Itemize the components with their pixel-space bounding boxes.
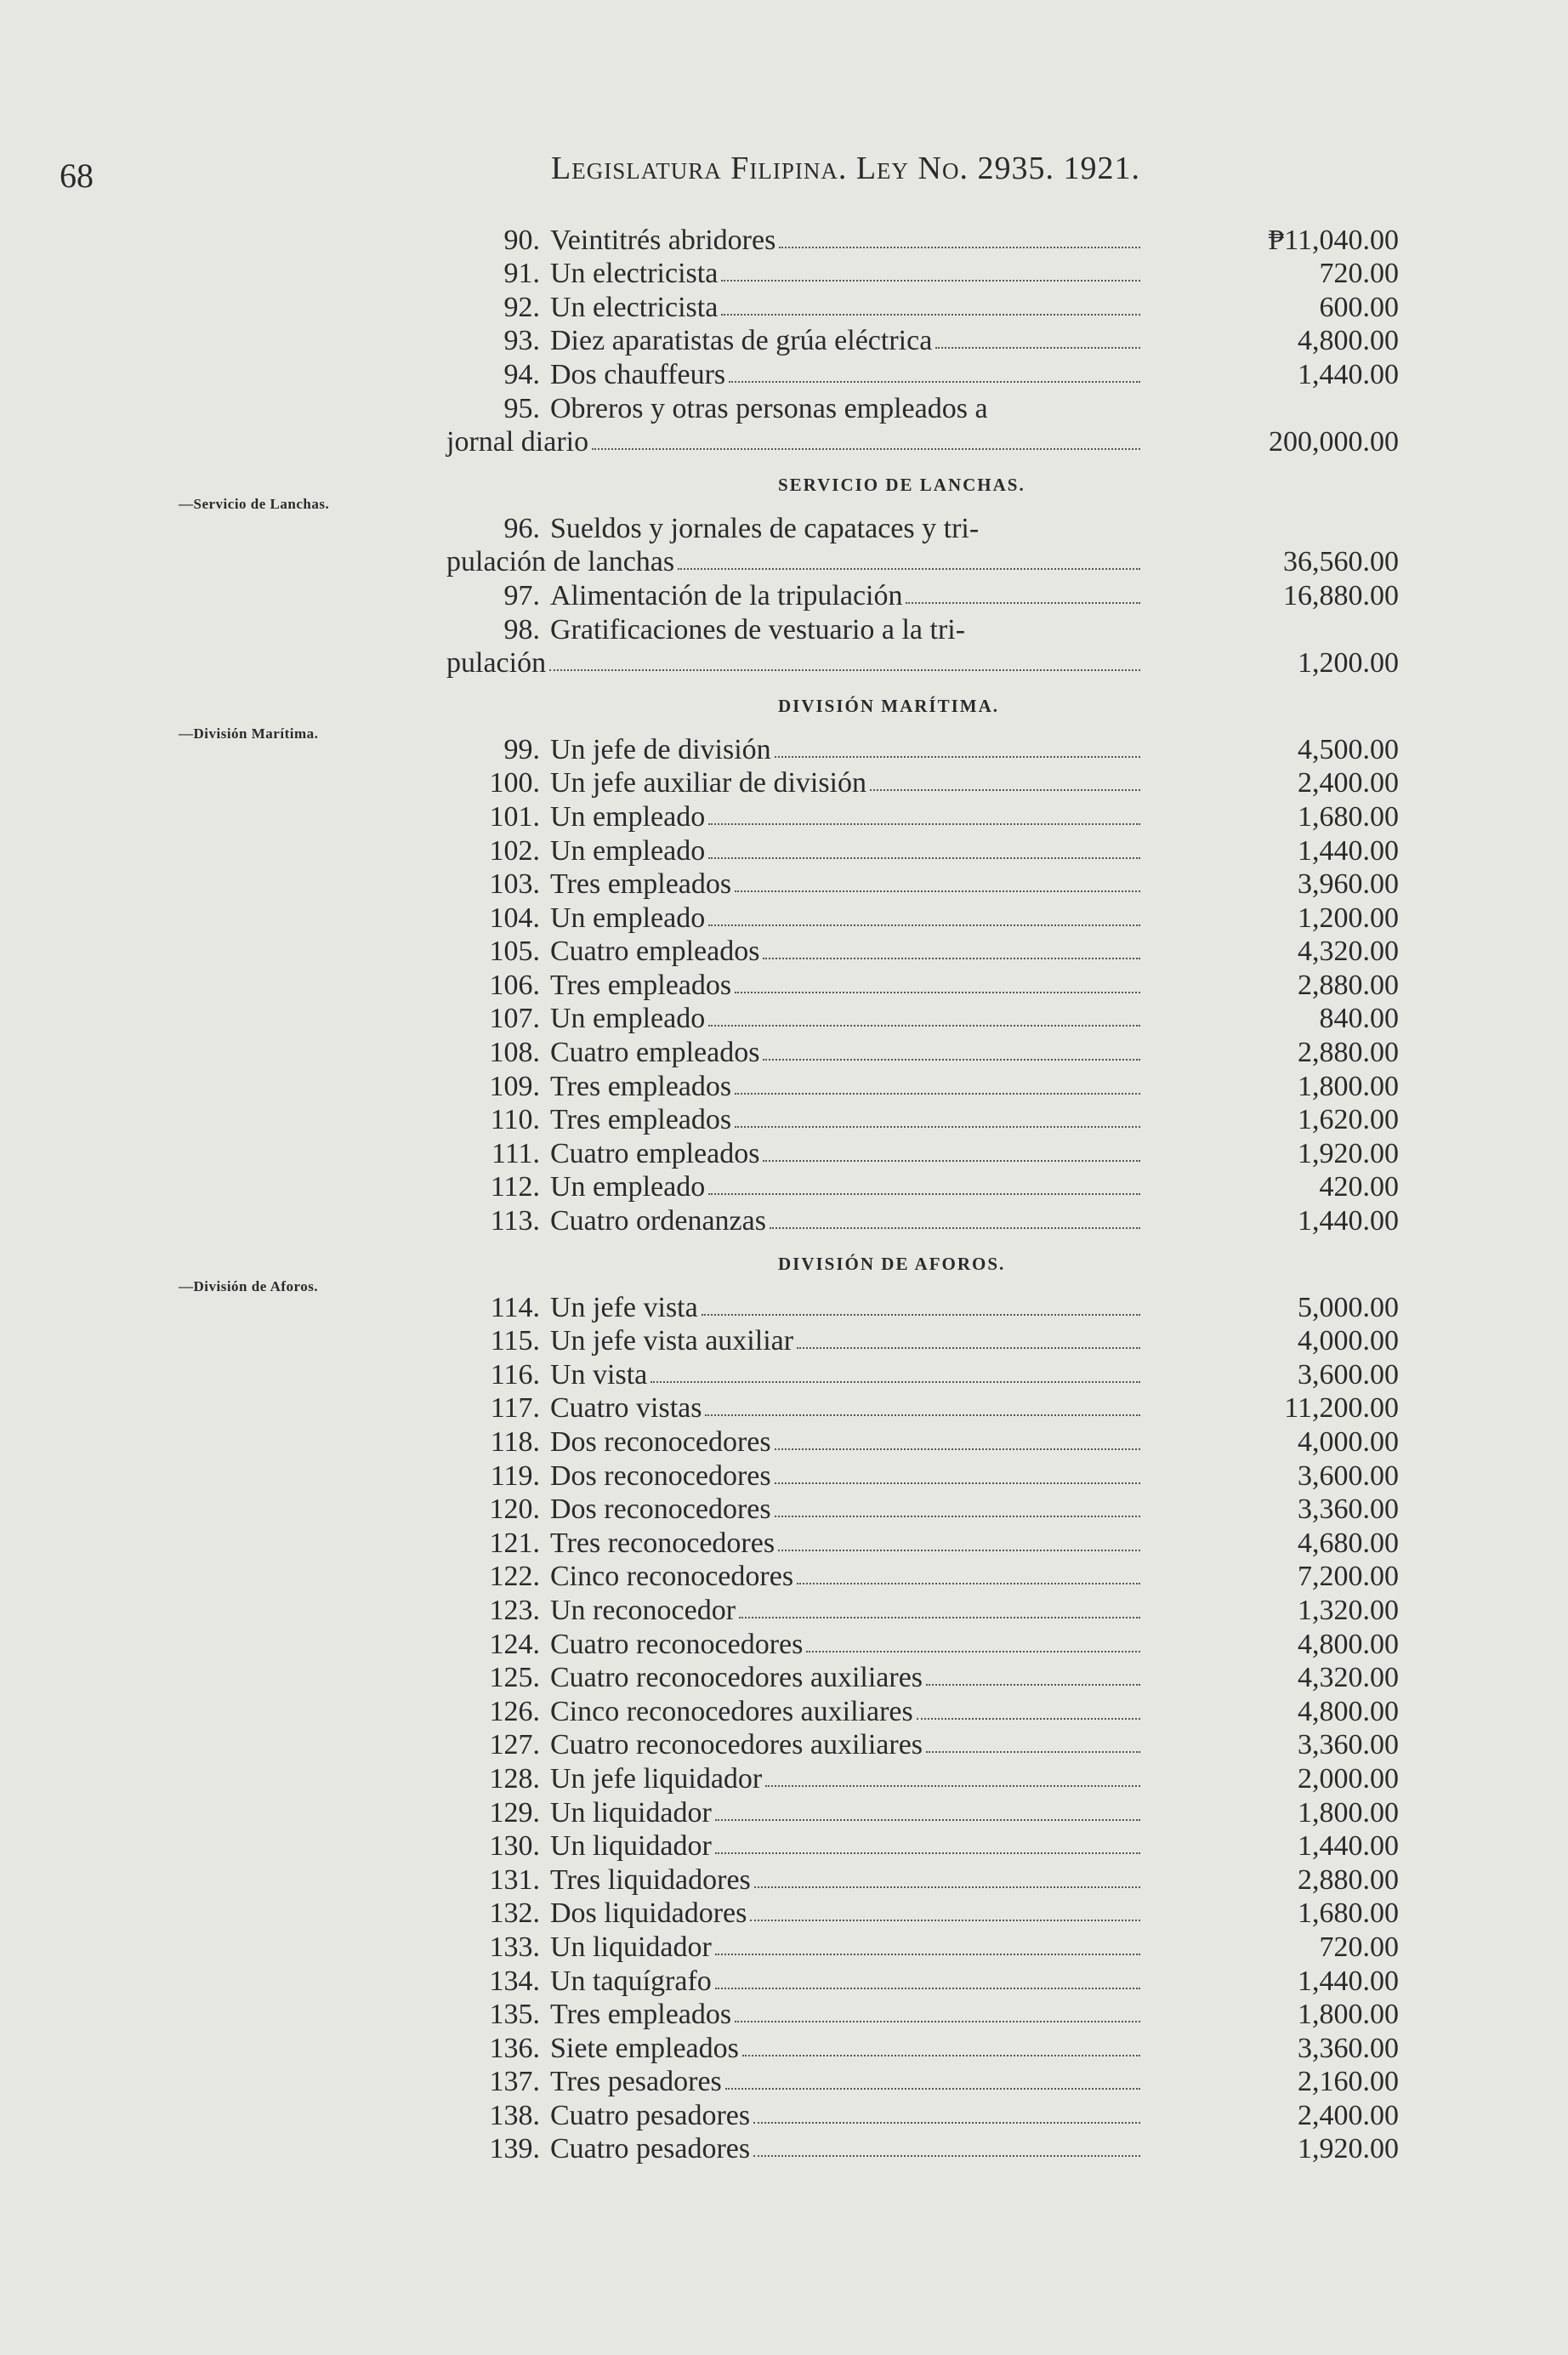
item-number: 125. [489, 1662, 540, 1694]
item-number: 129. [489, 1796, 540, 1829]
item-description-continued: pulación [446, 647, 547, 680]
item-amount: 5,000.00 [1298, 1291, 1399, 1323]
line-item [446, 1627, 1424, 1661]
dot-leader [906, 602, 1140, 604]
dot-leader [708, 857, 1140, 859]
item-amount: 1,800.00 [1298, 1796, 1399, 1829]
item-description: Un jefe vista auxiliar [550, 1325, 794, 1357]
item-amount: ₱11,040.00 [1268, 224, 1399, 256]
item-number: 108. [489, 1037, 540, 1069]
dot-leader [735, 2021, 1140, 2022]
item-description: Un electricista [550, 258, 719, 290]
dot-leader [742, 2055, 1140, 2056]
item-description: Un liquidador [550, 1796, 712, 1829]
item-amount: 1,920.00 [1298, 2133, 1399, 2165]
dot-leader [775, 1516, 1140, 1517]
line-item [446, 1560, 1424, 1594]
item-description: Un vista [550, 1358, 648, 1391]
line-item [446, 1203, 1424, 1237]
item-amount: 720.00 [1319, 1931, 1399, 1963]
dot-leader [763, 958, 1140, 959]
item-number: 107. [489, 1003, 540, 1035]
item-description: Tres empleados [550, 1999, 732, 2031]
item-number: 126. [489, 1695, 540, 1727]
side-note-division-maritima: —División Marítima. [179, 725, 319, 742]
line-item [446, 1459, 1424, 1493]
dot-leader [715, 1988, 1140, 1989]
dot-leader [779, 247, 1140, 248]
item-amount: 4,800.00 [1298, 1695, 1399, 1727]
side-note-servicio-lanchas: —Servicio de Lanchas. [179, 496, 330, 512]
dot-leader [754, 1886, 1140, 1888]
dot-leader [650, 1381, 1140, 1383]
item-amount: 420.00 [1319, 1171, 1399, 1203]
dot-leader [715, 1819, 1140, 1821]
item-description-continued: jornal diario [446, 426, 589, 458]
line-item [446, 2132, 1424, 2166]
item-number: 96. [503, 512, 540, 544]
item-amount: 1,920.00 [1298, 1137, 1399, 1169]
item-number: 109. [489, 1070, 540, 1102]
dot-leader [721, 314, 1140, 316]
line-item [446, 1425, 1424, 1459]
dot-leader [725, 2088, 1140, 2090]
item-number: 99. [503, 733, 540, 765]
item-number: 123. [489, 1594, 540, 1626]
item-description: Un empleado [550, 834, 706, 867]
line-item [446, 901, 1424, 935]
item-description: Un empleado [550, 902, 706, 934]
item-amount: 1,440.00 [1298, 358, 1399, 390]
item-description: Cuatro vistas [550, 1392, 702, 1425]
item-description: Un jefe vista [550, 1291, 698, 1323]
item-amount: 4,320.00 [1298, 936, 1399, 968]
item-description: Cuatro reconocedores auxiliares [550, 1729, 923, 1761]
item-amount: 720.00 [1319, 258, 1399, 290]
item-number: 134. [489, 1965, 540, 1997]
item-description: Obreros y otras personas empleados a [550, 392, 988, 424]
item-description: Un empleado [550, 1171, 706, 1203]
item-description: Un jefe liquidador [550, 1762, 763, 1795]
item-description: Gratificaciones de vestuario a la tri- [550, 613, 966, 646]
item-amount: 2,400.00 [1298, 767, 1399, 799]
line-item [446, 1493, 1424, 1527]
item-amount: 4,500.00 [1298, 733, 1399, 765]
line-item [446, 1829, 1424, 1863]
line-item [446, 1728, 1424, 1762]
item-description: Un empleado [550, 1003, 706, 1035]
section-heading: DIVISIÓN MARÍTIMA. [778, 695, 1000, 716]
item-number: 95. [503, 392, 540, 424]
item-description: Cuatro pesadores [550, 2133, 751, 2165]
item-number: 111. [491, 1137, 540, 1169]
item-description: Cuatro pesadores [550, 2099, 751, 2131]
line-item [446, 324, 1424, 358]
dot-leader [775, 756, 1140, 758]
item-amount: 4,680.00 [1298, 1527, 1399, 1559]
line-item [446, 290, 1424, 324]
dot-leader [735, 1093, 1140, 1095]
item-amount: 2,000.00 [1298, 1762, 1399, 1795]
dot-leader [721, 280, 1140, 282]
line-item [446, 1069, 1424, 1103]
item-description: Sueldos y jornales de capataces y tri- [550, 512, 980, 544]
item-number: 132. [489, 1897, 540, 1930]
dot-leader [592, 448, 1140, 450]
item-amount: 600.00 [1319, 291, 1399, 323]
line-item [446, 612, 1424, 646]
line-item [446, 1964, 1424, 1998]
running-head: Legislatura Filipina. Ley No. 2935. 1921. [551, 151, 1140, 186]
dot-leader [708, 823, 1140, 825]
item-number: 121. [489, 1527, 540, 1559]
item-number: 124. [489, 1628, 540, 1660]
item-amount: 2,880.00 [1298, 969, 1399, 1001]
item-number: 130. [489, 1830, 540, 1863]
item-amount: 36,560.00 [1283, 546, 1399, 578]
item-description: Cuatro reconocedores [550, 1628, 804, 1660]
line-item [446, 1357, 1424, 1391]
item-number: 105. [489, 936, 540, 968]
line-item [446, 391, 1424, 425]
item-description: Un reconocedor [550, 1594, 736, 1626]
dot-leader [917, 1718, 1140, 1720]
side-note-division-aforos: —División de Aforos. [179, 1278, 319, 1294]
dot-leader [735, 1126, 1140, 1128]
dot-leader [797, 1583, 1140, 1584]
item-description: Dos reconocedores [550, 1459, 771, 1492]
item-number: 112. [490, 1171, 540, 1203]
item-number: 102. [489, 834, 540, 867]
dot-leader [763, 1059, 1140, 1061]
item-amount: 2,160.00 [1298, 2066, 1399, 2098]
line-item [446, 578, 1424, 612]
dot-leader [708, 924, 1140, 926]
item-description: Un liquidador [550, 1830, 712, 1863]
item-amount: 1,440.00 [1298, 1965, 1399, 1997]
item-description: Tres empleados [550, 868, 732, 901]
item-number: 98. [503, 613, 540, 646]
dot-leader [926, 1684, 1140, 1686]
item-amount: 1,320.00 [1298, 1594, 1399, 1626]
item-description: Dos reconocedores [550, 1426, 771, 1458]
item-amount: 4,000.00 [1298, 1325, 1399, 1357]
item-number: 136. [489, 2032, 540, 2064]
line-item [446, 2031, 1424, 2065]
line-item [446, 1526, 1424, 1560]
item-description: Tres pesadores [550, 2066, 722, 2098]
item-description: Dos liquidadores [550, 1897, 747, 1930]
item-amount: 1,440.00 [1298, 1830, 1399, 1863]
item-number: 116. [490, 1358, 540, 1391]
item-amount: 1,800.00 [1298, 1070, 1399, 1102]
line-item [446, 1290, 1424, 1324]
item-number: 94. [503, 358, 540, 390]
dot-leader [735, 992, 1140, 993]
item-amount: 4,800.00 [1298, 1628, 1399, 1660]
item-description: Tres empleados [550, 1104, 732, 1136]
line-item [446, 2065, 1424, 2099]
item-amount: 1,800.00 [1298, 1999, 1399, 2031]
line-item [446, 1661, 1424, 1695]
item-amount: 1,620.00 [1298, 1104, 1399, 1136]
dot-leader [715, 1954, 1140, 1955]
item-number: 138. [489, 2099, 540, 2131]
dot-leader [775, 1448, 1140, 1450]
line-item [446, 1761, 1424, 1795]
item-amount: 4,320.00 [1298, 1662, 1399, 1694]
item-description: Cuatro empleados [550, 1037, 760, 1069]
line-item [446, 732, 1424, 766]
dot-leader [763, 1160, 1140, 1162]
dot-leader [935, 347, 1140, 349]
item-description: Tres empleados [550, 1070, 732, 1102]
line-item [446, 1694, 1424, 1728]
dot-leader [775, 1482, 1140, 1484]
item-number: 139. [489, 2133, 540, 2165]
dot-leader [729, 381, 1140, 383]
item-amount: 16,880.00 [1283, 579, 1399, 612]
item-description: Un empleado [550, 800, 706, 833]
item-number: 122. [489, 1561, 540, 1593]
line-item-continuation [446, 646, 1424, 680]
item-number: 127. [489, 1729, 540, 1761]
item-amount: 4,800.00 [1298, 325, 1399, 357]
dot-leader [765, 1785, 1140, 1787]
line-item [446, 1897, 1424, 1931]
item-amount: 2,880.00 [1298, 1037, 1399, 1069]
item-description: Un electricista [550, 291, 719, 323]
item-amount: 11,200.00 [1284, 1392, 1399, 1425]
line-item [446, 1103, 1424, 1137]
dot-leader [870, 789, 1140, 791]
page-number: 68 [60, 156, 94, 195]
item-amount: 2,400.00 [1298, 2099, 1399, 2131]
item-amount: 3,360.00 [1298, 1729, 1399, 1761]
line-item [446, 357, 1424, 391]
item-amount: 2,880.00 [1298, 1863, 1399, 1896]
line-item [446, 1930, 1424, 1964]
item-amount: 3,360.00 [1298, 2032, 1399, 2064]
item-description: Un jefe auxiliar de división [550, 767, 867, 799]
item-description: Diez aparatistas de grúa eléctrica [550, 325, 933, 357]
line-item [446, 935, 1424, 969]
line-item [446, 1391, 1424, 1425]
line-item [446, 1002, 1424, 1036]
dot-leader [797, 1347, 1140, 1349]
item-number: 91. [503, 258, 540, 290]
item-description: Tres empleados [550, 969, 732, 1001]
item-description: Cuatro empleados [550, 936, 760, 968]
item-description: Un liquidador [550, 1931, 712, 1963]
line-item [446, 1795, 1424, 1829]
item-number: 110. [490, 1104, 540, 1136]
line-item [446, 1170, 1424, 1204]
item-number: 120. [489, 1493, 540, 1526]
item-number: 115. [490, 1325, 540, 1357]
appropriation-list [446, 223, 1424, 2165]
item-amount: 1,680.00 [1298, 800, 1399, 833]
line-item [446, 511, 1424, 545]
dot-leader [806, 1651, 1140, 1652]
item-amount: 1,200.00 [1298, 902, 1399, 934]
line-item-continuation [446, 425, 1424, 459]
line-item [446, 833, 1424, 867]
item-number: 90. [503, 224, 540, 256]
item-amount: 1,440.00 [1298, 1205, 1399, 1237]
item-description-continued: pulación de lanchas [446, 546, 675, 578]
section-heading: DIVISIÓN DE AFOROS. [778, 1253, 1006, 1274]
item-number: 93. [503, 325, 540, 357]
item-amount: 3,600.00 [1298, 1358, 1399, 1391]
dot-leader [750, 1920, 1140, 1921]
item-number: 133. [489, 1931, 540, 1963]
dot-leader [708, 1193, 1140, 1195]
item-number: 135. [489, 1999, 540, 2031]
item-number: 117. [490, 1392, 540, 1425]
dot-leader [702, 1314, 1140, 1316]
item-amount: 3,360.00 [1298, 1493, 1399, 1526]
item-amount: 1,440.00 [1298, 834, 1399, 867]
item-number: 119. [490, 1459, 540, 1492]
item-description: Alimentación de la tripulación [550, 579, 903, 612]
dot-leader [753, 2155, 1140, 2157]
item-number: 97. [503, 579, 540, 612]
line-item [446, 799, 1424, 833]
item-amount: 1,200.00 [1298, 647, 1399, 680]
item-number: 92. [503, 291, 540, 323]
item-amount: 840.00 [1319, 1003, 1399, 1035]
item-description: Dos reconocedores [550, 1493, 771, 1526]
item-number: 103. [489, 868, 540, 901]
dot-leader [770, 1227, 1140, 1229]
item-amount: 7,200.00 [1298, 1561, 1399, 1593]
item-amount: 3,600.00 [1298, 1459, 1399, 1492]
line-item [446, 766, 1424, 800]
item-description: Cinco reconocedores auxiliares [550, 1695, 913, 1727]
dot-leader [549, 669, 1140, 671]
line-item [446, 1863, 1424, 1897]
dot-leader [739, 1617, 1140, 1618]
item-number: 128. [489, 1762, 540, 1795]
line-item [446, 1998, 1424, 2032]
line-item-continuation [446, 545, 1424, 579]
item-amount: 200,000.00 [1269, 426, 1399, 458]
line-item [446, 1035, 1424, 1069]
dot-leader [715, 1852, 1140, 1854]
item-description: Un jefe de división [550, 733, 771, 765]
item-amount: 1,680.00 [1298, 1897, 1399, 1930]
item-description: Un taquígrafo [550, 1965, 712, 1997]
item-number: 118. [490, 1426, 540, 1458]
line-item [446, 2098, 1424, 2132]
section-heading: SERVICIO DE LANCHAS. [778, 474, 1025, 495]
item-number: 131. [489, 1863, 540, 1896]
item-description: Cinco reconocedores [550, 1561, 794, 1593]
item-description: Veintitrés abridores [550, 224, 776, 256]
item-number: 113. [490, 1205, 540, 1237]
item-description: Dos chauffeurs [550, 358, 726, 390]
item-description: Tres liquidadores [550, 1863, 751, 1896]
item-number: 100. [489, 767, 540, 799]
item-number: 101. [489, 800, 540, 833]
line-item [446, 1324, 1424, 1358]
item-number: 137. [489, 2066, 540, 2098]
line-item [446, 223, 1424, 257]
item-description: Tres reconocedores [550, 1527, 775, 1559]
item-amount: 4,000.00 [1298, 1426, 1399, 1458]
item-number: 114. [490, 1291, 540, 1323]
line-item [446, 1136, 1424, 1170]
dot-leader [778, 1550, 1140, 1551]
line-item [446, 968, 1424, 1002]
item-description: Siete empleados [550, 2032, 739, 2064]
item-description: Cuatro ordenanzas [550, 1205, 766, 1237]
dot-leader [678, 568, 1140, 570]
item-description: Cuatro empleados [550, 1137, 760, 1169]
line-item [446, 257, 1424, 291]
item-description: Cuatro reconocedores auxiliares [550, 1662, 923, 1694]
line-item [446, 1593, 1424, 1627]
dot-leader [753, 2122, 1140, 2124]
dot-leader [705, 1414, 1140, 1416]
line-item [446, 867, 1424, 902]
item-amount: 3,960.00 [1298, 868, 1399, 901]
item-number: 104. [489, 902, 540, 934]
dot-leader [926, 1751, 1140, 1753]
dot-leader [708, 1025, 1140, 1027]
item-number: 106. [489, 969, 540, 1001]
dot-leader [735, 890, 1140, 892]
